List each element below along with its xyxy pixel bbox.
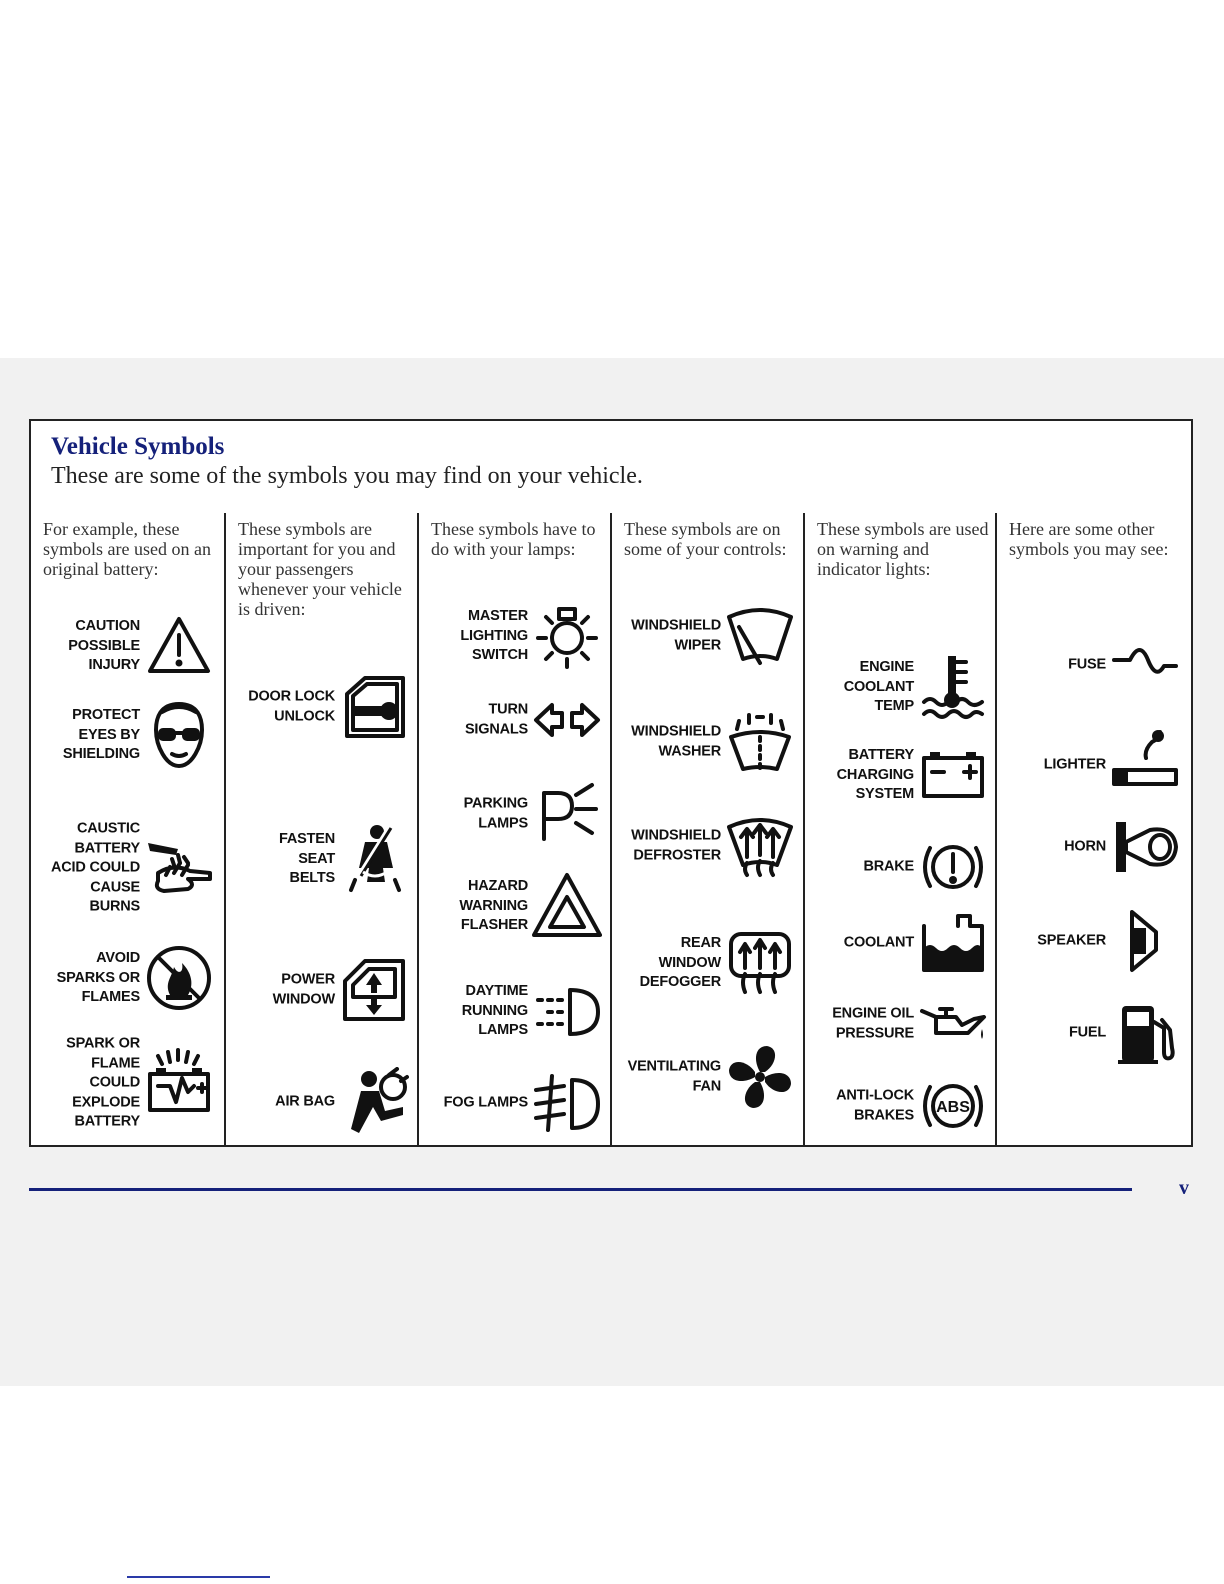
- fuel-pump-icon: [1110, 998, 1180, 1068]
- symbol-label: BRAKE: [863, 858, 914, 875]
- symbol-column: [31, 513, 224, 1145]
- column-intro: These symbols are important for you and your passengers whenever your vehicle is driven:: [238, 519, 402, 619]
- symbol-label: HORN: [1064, 838, 1106, 855]
- parking-lamps-icon: [532, 779, 602, 849]
- no-flames-icon: [144, 943, 214, 1013]
- symbol-label: BATTERY CHARGING SYSTEM: [836, 746, 914, 802]
- symbol-label: LIGHTER: [1043, 756, 1106, 773]
- rear-defogger-icon: [725, 928, 795, 998]
- vehicle-symbols-panel: [29, 419, 1193, 1147]
- column-intro: For example, these symbols are used on an original battery:: [43, 519, 211, 579]
- symbol-label: FOG LAMPS: [443, 1094, 528, 1111]
- horn-icon: [1110, 812, 1180, 882]
- master-lighting-icon: [532, 601, 602, 671]
- symbol-label: DAYTIME RUNNING LAMPS: [461, 982, 528, 1038]
- symbol-label: PROTECT EYES BY SHIELDING: [62, 706, 140, 762]
- symbol-column: [417, 513, 610, 1145]
- column-intro: These symbols have to do with your lamps:: [431, 519, 596, 559]
- eye-protection-icon: [144, 700, 214, 770]
- symbol-label: CAUTION POSSIBLE INJURY: [68, 617, 140, 673]
- symbol-label: AVOID SPARKS OR FLAMES: [56, 949, 140, 1005]
- turn-signals-icon: [532, 685, 602, 755]
- symbol-label: VENTILATING FAN: [627, 1058, 721, 1094]
- symbol-label: CAUSTIC BATTERY ACID COULD CAUSE BURNS: [50, 820, 140, 915]
- lighter-icon: [1110, 730, 1180, 800]
- hazard-triangle-icon: [532, 871, 602, 941]
- symbol-label: WINDSHIELD DEFROSTER: [631, 827, 721, 863]
- battery-charging-icon: [918, 740, 988, 810]
- symbol-label: AIR BAG: [275, 1093, 335, 1110]
- windshield-defroster-icon: [725, 811, 795, 881]
- column-intro: These symbols are on some of your controls:: [624, 519, 787, 559]
- symbol-label: HAZARD WARNING FLASHER: [459, 877, 528, 933]
- section-subtitle: These are some of the symbols you may find on your vehicle.: [51, 463, 643, 489]
- fuse-icon: [1110, 630, 1180, 700]
- abs-icon: [918, 1071, 988, 1141]
- brake-warning-icon: [918, 832, 988, 902]
- symbol-label: SPEAKER: [1037, 932, 1106, 949]
- daytime-running-lamps-icon: [532, 976, 602, 1046]
- column-intro: Here are some other symbols you may see:: [1009, 519, 1169, 559]
- symbol-label: PARKING LAMPS: [463, 795, 528, 831]
- symbol-label: WINDSHIELD WASHER: [631, 723, 721, 759]
- symbol-label: ENGINE OIL PRESSURE: [832, 1005, 914, 1041]
- section-title: Vehicle Symbols: [51, 433, 225, 460]
- battery-explode-icon: [144, 1048, 214, 1118]
- symbol-label: REAR WINDOW DEFOGGER: [639, 934, 721, 990]
- air-bag-icon: [339, 1067, 409, 1137]
- windshield-wiper-icon: [725, 601, 795, 671]
- symbol-column: [995, 513, 1191, 1145]
- symbol-column: [803, 513, 995, 1145]
- symbol-label: FUSE: [1068, 656, 1106, 673]
- symbol-column: [224, 513, 417, 1145]
- symbol-label: ENGINE COOLANT TEMP: [843, 658, 914, 714]
- coolant-level-icon: [918, 908, 988, 978]
- acid-burn-icon: [144, 833, 214, 903]
- door-lock-icon: [339, 672, 409, 742]
- ventilating-fan-icon: [725, 1042, 795, 1112]
- symbol-label: POWER WINDOW: [272, 971, 335, 1007]
- symbol-label: SPARK OR FLAME COULD EXPLODE BATTERY: [66, 1035, 140, 1130]
- symbol-label: WINDSHIELD WIPER: [631, 617, 721, 653]
- symbol-label: FUEL: [1068, 1024, 1106, 1041]
- power-window-icon: [339, 955, 409, 1025]
- symbol-label: FASTEN SEAT BELTS: [279, 830, 335, 886]
- symbol-label: DOOR LOCK UNLOCK: [248, 688, 335, 724]
- speaker-icon: [1110, 906, 1180, 976]
- seat-belt-icon: [339, 824, 409, 894]
- symbol-label: ANTI-LOCK BRAKES: [836, 1087, 914, 1123]
- coolant-temp-icon: [918, 652, 988, 722]
- oil-pressure-icon: [918, 989, 988, 1059]
- symbol-label: TURN SIGNALS: [464, 701, 528, 737]
- bottom-rule: [127, 1576, 270, 1578]
- symbol-column: [610, 513, 803, 1145]
- symbol-label: MASTER LIGHTING SWITCH: [460, 607, 528, 663]
- footer-rule: [29, 1188, 1132, 1191]
- column-intro: These symbols are used on warning and indicator lights:: [817, 519, 989, 579]
- symbol-label: COOLANT: [843, 934, 914, 951]
- windshield-washer-icon: [725, 707, 795, 777]
- fog-lamps-icon: [532, 1068, 602, 1138]
- svg-text:ABS: ABS: [936, 1099, 970, 1116]
- symbol-columns: [31, 513, 1191, 1145]
- page-number: v: [1179, 1177, 1189, 1199]
- warning-triangle-icon: [144, 611, 214, 681]
